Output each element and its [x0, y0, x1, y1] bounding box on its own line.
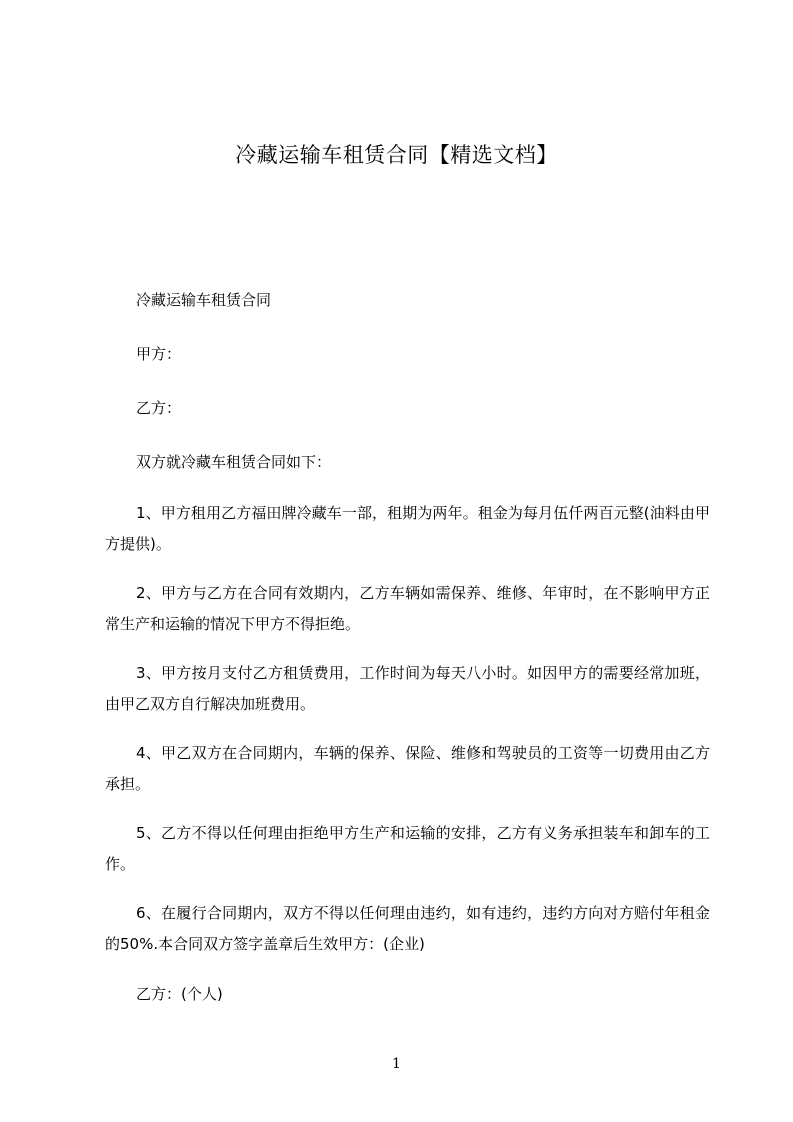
intro-text: 双方就冷藏车租赁合同如下： [136, 453, 332, 471]
document-title: 冷藏运输车租赁合同【精选文档】 [235, 143, 558, 167]
party-a-label: 甲方： [136, 345, 182, 363]
clause-5: 5、乙方不得以任何理由拒绝甲方生产和运输的安排，乙方有义务承担装车和卸车的工作。 [105, 824, 710, 873]
clause-3: 3、甲方按月支付乙方租赁费用，工作时间为每天八小时。如因甲方的需要经常加班，由甲乙双方自行解决加班费用。 [105, 664, 710, 713]
contract-subtitle: 冷藏运输车租赁合同 [136, 291, 272, 309]
clause-6: 6、在履行合同期内，双方不得以任何理由违约，如有违约，违约方向对方赔付年租金的50%.本合同双方签字盖章后生效甲方：(企业) [105, 904, 710, 953]
party-b-label: 乙方： [136, 399, 182, 417]
page-number: 1 [392, 1056, 401, 1072]
clause-4: 4、甲乙双方在合同期内，车辆的保养、保险、维修和驾驶员的工资等一切费用由乙方承担。 [105, 744, 710, 793]
party-b-signature: 乙方：(个人) [136, 985, 223, 1003]
clause-1: 1、甲方租用乙方福田牌冷藏车一部，租期为两年。租金为每月伍仟两百元整(油料由甲方提供)。 [105, 504, 710, 553]
clause-2: 2、甲方与乙方在合同有效期内，乙方车辆如需保养、维修、年审时，在不影响甲方正常生产和运输的情况下甲方不得拒绝。 [105, 584, 710, 633]
